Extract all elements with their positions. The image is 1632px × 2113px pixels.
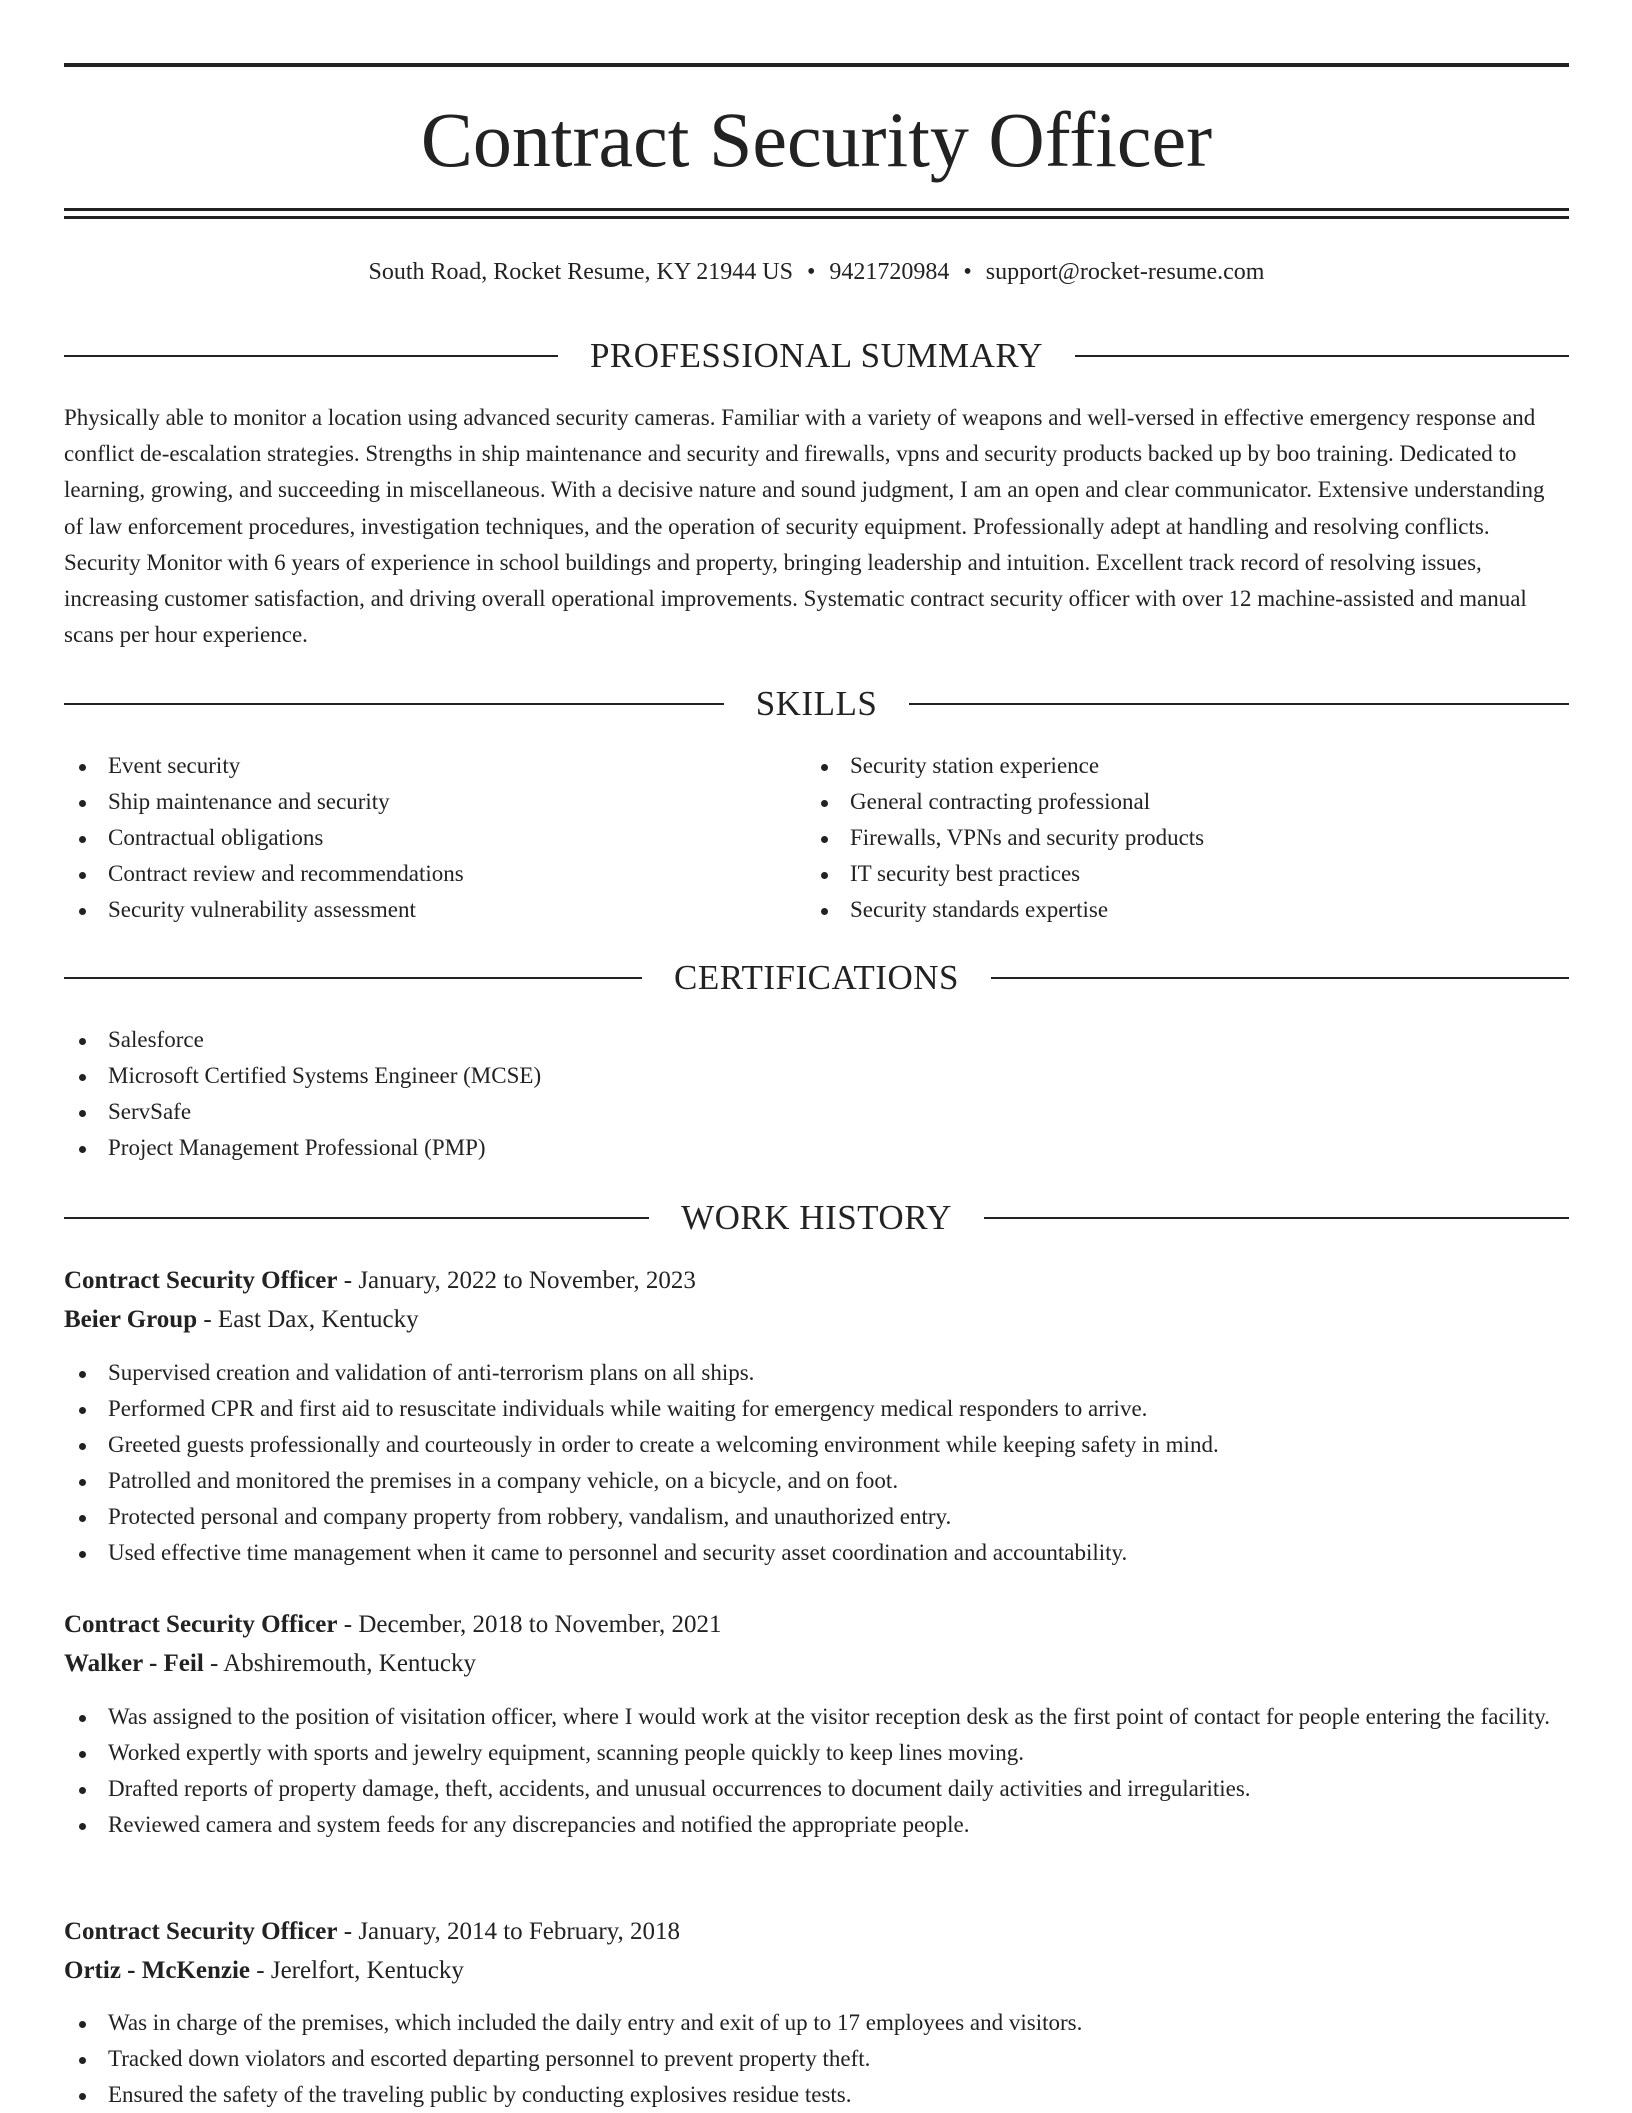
resume-title: Contract Security Officer [420,96,1213,183]
job-title: Contract Security Officer [64,1611,338,1638]
job-duty-item: Was assigned to the position of visitation officer, where I would work at the visitor reception desk as the first point of contact for people entering the facility. [64,1699,1569,1735]
skill-item: Security vulnerability assessment [64,892,804,928]
job-title-line [64,1913,1569,1951]
job-duties-list [64,1355,1569,1572]
header-top-rule [64,63,1569,67]
job-duties-list [64,2005,1569,2113]
section-rule-left [64,977,642,979]
skill-item: Firewalls, VPNs and security products [806,820,1546,856]
job-duty-item: Ensured the safety of the traveling public by conducting explosives residue tests. [64,2077,1569,2113]
contact-separator: • [806,259,816,285]
skills-column-right [806,748,1546,928]
section-title-certifications: CERTIFICATIONS [674,958,959,997]
section-header-work-history [64,1198,1569,1238]
contact-phone: 9421720984 [829,259,950,285]
job-dates: - January, 2022 to November, 2023 [337,1267,696,1294]
job-duties-list [64,1699,1569,1843]
certification-item: Project Management Professional (PMP) [64,1130,1569,1166]
job-duty-item: Worked expertly with sports and jewelry equipment, scanning people quickly to keep lines moving. [64,1735,1569,1771]
section-title-work-history: WORK HISTORY [681,1198,952,1237]
job-title-line [64,1606,1569,1644]
job-duty-item: Performed CPR and first aid to resuscitate individuals while waiting for emergency medical responders to arrive. [64,1391,1569,1427]
job-duty-item: Supervised creation and validation of anti-terrorism plans on all ships. [64,1355,1569,1391]
section-rule-right [991,977,1569,979]
section-rule-right [909,703,1569,705]
contact-address: South Road, Rocket Resume, KY 21944 US [368,259,793,285]
job-company-line [64,1301,1569,1339]
job-location: - East Dax, Kentucky [197,1306,419,1333]
section-rule-right [984,1217,1569,1219]
job-location: - Abshiremouth, Kentucky [203,1650,476,1677]
skills-column-left [64,748,804,928]
section-header-certifications [64,958,1569,998]
job-duty-item: Used effective time management when it came to personnel and security asset coordination and accountability. [64,1535,1569,1571]
job-duty-item: Drafted reports of property damage, theft, accidents, and unusual occurrences to document daily activities and irregularities. [64,1771,1569,1807]
skill-item: General contracting professional [806,784,1546,820]
job-duty-item: Greeted guests professionally and courteously in order to create a welcoming environment while keeping safety in mind. [64,1427,1569,1463]
section-rule-right [1075,355,1569,357]
job-company: Ortiz - McKenzie [64,1957,251,1984]
summary-paragraph: Physically able to monitor a location using advanced security cameras. Familiar with a variety of weapons and well-versed in effective emergency response and conflict de-escalation strategies. Strengths in ship maintenance and security and firewalls, vpns and security products backed up by boo training. Dedicated to learning, growing, and succeeding in miscellaneous. With a decisive nature and sound judgment, I am an open and clear communicator. Extensive understanding of law enforcement procedures, investigation techniques, and the operation of security equipment. Professionally adept at handling and resolving conflicts. Security Monitor with 6 years of experience in school buildings and property, bringing leadership and intuition. Excellent track record of resolving issues, increasing customer satisfaction, and driving overall operational improvements. Systematic contract security officer with over 12 machine-assisted and manual scans per hour experience. [64,405,1545,648]
job-dates: - January, 2014 to February, 2018 [337,1918,681,1945]
contact-line [64,256,1569,288]
section-header-skills [64,684,1569,724]
skill-item: Security station experience [806,748,1546,784]
certification-item: ServSafe [64,1094,1569,1130]
section-title-skills: SKILLS [755,684,878,723]
job-title: Contract Security Officer [64,1918,338,1945]
header-rule-lower [64,216,1569,219]
contact-email: support@rocket-resume.com [985,259,1265,285]
section-rule-left [64,1217,649,1219]
job-duty-item: Reviewed camera and system feeds for any discrepancies and notified the appropriate people. [64,1807,1569,1843]
skill-item: IT security best practices [806,856,1546,892]
job-company: Walker - Feil [64,1650,204,1677]
contact-separator: • [963,259,972,285]
certification-item: Salesforce [64,1022,1569,1058]
job-title-line [64,1262,1569,1300]
section-header-summary [64,336,1569,376]
header-rule-upper [64,208,1569,211]
job-duty-item: Protected personal and company property from robbery, vandalism, and unauthorized entry. [64,1499,1569,1535]
job-duty-item: Tracked down violators and escorted departing personnel to prevent property theft. [64,2041,1569,2077]
section-rule-left [64,703,724,705]
section-title-summary: PROFESSIONAL SUMMARY [589,336,1044,375]
job-company-line [64,1645,1569,1683]
skill-item: Security standards expertise [806,892,1546,928]
skill-item: Event security [64,748,804,784]
section-rule-left [64,355,558,357]
job-company: Beier Group [64,1306,198,1333]
job-dates: - December, 2018 to November, 2021 [337,1611,722,1638]
job-duty-item: Was in charge of the premises, which included the daily entry and exit of up to 17 employees and visitors. [64,2005,1569,2041]
job-title: Contract Security Officer [64,1267,338,1294]
certification-item: Microsoft Certified Systems Engineer (MCSE) [64,1058,1569,1094]
skill-item: Contractual obligations [64,820,804,856]
skill-item: Contract review and recommendations [64,856,804,892]
job-company-line [64,1952,1569,1990]
job-duty-item: Patrolled and monitored the premises in a company vehicle, on a bicycle, and on foot. [64,1463,1569,1499]
skill-item: Ship maintenance and security [64,784,804,820]
certifications-list [64,1022,1569,1166]
job-location: - Jerelfort, Kentucky [250,1957,464,1984]
